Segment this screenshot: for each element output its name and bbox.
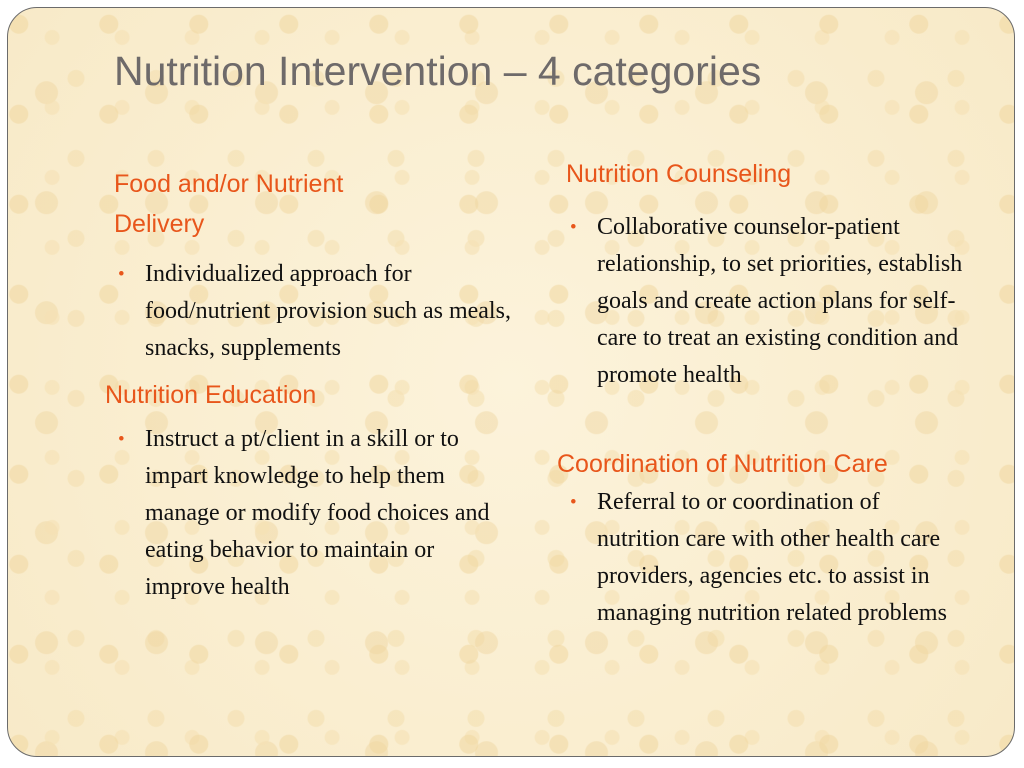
bullet-icon: • [570, 217, 577, 238]
bullet-icon: • [118, 264, 125, 285]
bullet-item [115, 421, 515, 606]
category-heading-food-nutrient-delivery [114, 164, 343, 244]
bullet-icon: • [118, 429, 125, 450]
category-heading-nutrition-education: Nutrition Education [105, 381, 317, 409]
bullet-item [567, 209, 967, 394]
slide [7, 7, 1015, 757]
bullet-text: Individualized approach for food/nutrient provision such as meals, snacks, supplements [145, 261, 511, 361]
bullet-text: Instruct a pt/client in a skill or to impart knowledge to help them manage or modify food choices and eating behavior to maintain or improve health [145, 426, 490, 600]
bullet-item [567, 484, 967, 632]
bullet-item [115, 256, 520, 367]
bullet-text: Referral to or coordination of nutrition care with other health care providers, agencies etc. to assist in managing nutrition related problems [597, 489, 947, 626]
heading-line: Delivery [114, 210, 205, 238]
category-heading-nutrition-counseling: Nutrition Counseling [566, 160, 792, 188]
heading-line: Food and/or Nutrient [114, 170, 344, 198]
category-heading-coordination-of-care: Coordination of Nutrition Care [557, 450, 888, 478]
bullet-icon: • [570, 492, 577, 513]
bullet-text: Collaborative counselor-patient relationship, to set priorities, establish goals and create action plans for self-care to treat an existing condition and promote health [597, 214, 963, 388]
slide-title: Nutrition Intervention – 4 categories [114, 48, 762, 94]
